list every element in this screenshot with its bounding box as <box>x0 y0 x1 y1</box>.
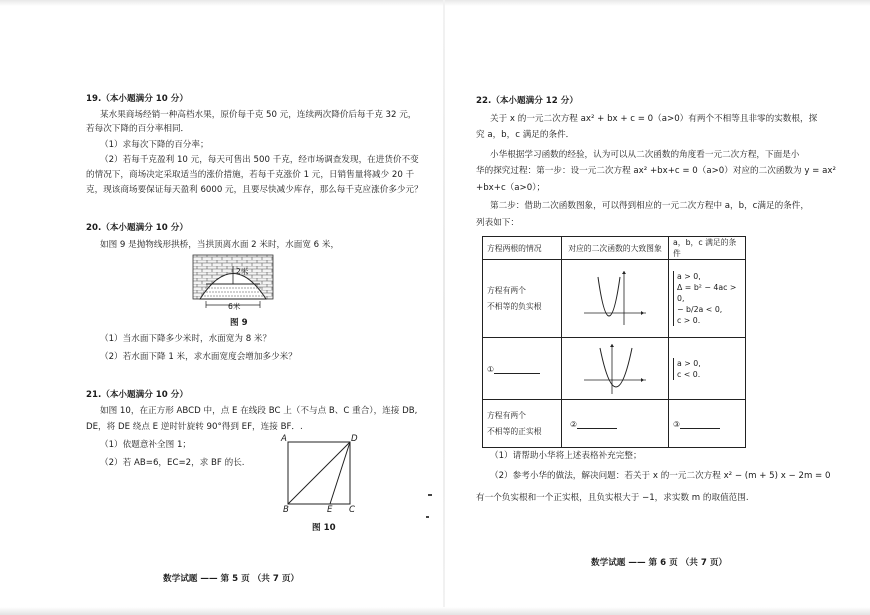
table-header-row <box>483 237 746 260</box>
scan-mark <box>428 494 432 496</box>
q22-part-2-2: 有一个负实根和一个正实根，且负实根大于 −1，求实数 m 的取值范围. <box>476 493 749 503</box>
answer-slot-3: ③ <box>673 419 680 429</box>
row2-condition-brace <box>673 358 741 380</box>
condition-line: c > 0. <box>677 316 701 325</box>
row1-case-line-1: 方程有两个 <box>487 285 526 295</box>
diagonal-db <box>288 442 350 504</box>
header-graph: 对应的二次函数的大致图象 <box>562 237 669 260</box>
vertex-a-label: A <box>281 434 287 444</box>
condition-line: c < 0. <box>677 369 701 379</box>
table-row <box>483 400 746 448</box>
q22-part-1: （1）请帮助小华将上述表格补充完整； <box>490 451 642 461</box>
square-abcd-figure <box>284 440 354 510</box>
table-row <box>483 260 746 338</box>
q22-stem-1: 关于 x 的一元二次方程 ax² + bx + c = 0（a>0）有两个不相等且非零的实数根，探 <box>490 114 818 124</box>
q21-stem-2: DE，将 DE 绕点 E 逆时针旋转 90°得到 EF，连接 BF．. <box>86 422 303 432</box>
row3-case-line-2: 不相等的正实根 <box>487 426 542 436</box>
q22-explore-3: +bx+c（a>0）； <box>476 183 546 193</box>
row2-conditions <box>669 338 746 400</box>
q22-step-2: 第二步：借助二次函数图象，可以得到相应的一元二次方程中 a，b，c满足的条件， <box>490 201 809 211</box>
q20-part-2: （2）若水面下降 1 米，求水面宽度会增加多少米？ <box>100 352 297 362</box>
q19-part-2-3: 克，现该商场要保证每天盈利 6000 元，且要尽快减少库存，那么每千克应涨价多少元？ <box>86 185 423 195</box>
figure-9-caption: 图 9 <box>230 318 248 328</box>
page-5-footer: 数学试题 —— 第 5 页 （共 7 页） <box>163 574 300 584</box>
row3-graph <box>562 400 669 448</box>
q22-explore-1: 小华根据学习函数的经验，认为可以从二次函数的角度看一元二次方程，下面是小 <box>490 150 800 160</box>
row1-graph <box>562 260 669 338</box>
row2-case <box>483 338 562 400</box>
condition-line: a > 0, <box>677 272 701 281</box>
q22-stem-2: 究 a，b，c 满足的条件． <box>476 130 575 140</box>
table-row <box>483 338 746 400</box>
row3-conditions <box>669 400 746 448</box>
q19-part-1: （1）求每次下降的百分率； <box>100 140 209 150</box>
row3-case <box>483 400 562 448</box>
q22-explore-2: 华的探究过程：第一步：设一元二次方程 ax² +bx+c = 0（a>0）对应的二次函数为 y = ax² <box>476 166 836 176</box>
height-label: 2米 <box>236 267 249 276</box>
q22-table-intro: 列表如下： <box>476 218 519 228</box>
answer-blank-1[interactable] <box>494 364 540 374</box>
q22-title: 22.（本小题满分 12 分） <box>476 96 578 106</box>
answer-slot-1: ① <box>487 364 494 374</box>
q21-stem-1: 如图 10，在正方形 ABCD 中，点 E 在线段 BC 上（不与点 B、C 重合），连接 DB, <box>100 406 418 416</box>
q19-title: 19.（本小题满分 10 分） <box>86 94 188 104</box>
scan-mark <box>426 516 429 518</box>
page-6-footer: 数学试题 —— 第 6 页 （共 7 页） <box>591 558 728 568</box>
q19-part-2-2: 的情况下，商场决定采取适当的涨价措施，若每千克涨价 1 元，日销售量将减少 20 千 <box>86 170 415 180</box>
q22-part-2-1: （2）参考小华的做法，解决问题：若关于 x 的一元二次方程 x² − (m + 5) x − 2m = 0 <box>490 471 831 481</box>
q19-stem-2: 若每次下降的百分率相同． <box>86 124 190 134</box>
answer-blank-2[interactable] <box>577 419 617 429</box>
row2-graph <box>562 338 669 400</box>
row1-case <box>483 260 562 338</box>
q20-part-1: （1）当水面下降多少米时，水面宽为 8 米？ <box>100 334 272 344</box>
width-label: 6米 <box>228 302 241 311</box>
q19-part-2-1: （2）若每千克盈利 10 元，每天可售出 500 千克，经市场调查发现，在进货价不变 <box>100 155 419 165</box>
q21-title: 21.（本小题满分 10 分） <box>86 390 188 400</box>
row3-case-line-1: 方程有两个 <box>487 410 526 420</box>
parabola-opposite-roots-icon <box>580 340 650 396</box>
header-conditions: a，b，c 满足的条件 <box>669 237 746 260</box>
q21-part-2: （2）若 AB=6，EC=2，求 BF 的长. <box>100 458 245 468</box>
row1-condition-brace <box>673 271 741 326</box>
point-e-label: E <box>327 505 333 515</box>
answer-slot-2: ② <box>570 419 577 429</box>
figure-10-caption: 图 10 <box>312 523 336 533</box>
q22-conditions-table <box>482 236 746 448</box>
condition-line: a > 0, <box>677 358 701 368</box>
vertex-b-label: B <box>283 505 289 515</box>
header-case: 方程两根的情况 <box>483 237 562 260</box>
q20-stem: 如图 9 是抛物线形拱桥，当拱顶离水面 2 米时，水面宽 6 米， <box>100 240 340 250</box>
scan-edge-bottom <box>0 607 870 615</box>
condition-line: − b/2a < 0, <box>677 305 723 314</box>
q19-stem-1: 某水果商场经销一种高档水果，原价每千克 50 元，连续两次降价后每千克 32 元， <box>100 110 417 120</box>
q21-part-1: （1）依题意补全图 1； <box>100 440 192 450</box>
vertex-d-label: D <box>351 434 358 444</box>
parabola-negative-roots-icon <box>580 267 650 329</box>
row1-conditions <box>669 260 746 338</box>
condition-line: Δ = b² − 4ac > 0, <box>677 283 737 303</box>
row1-case-line-2: 不相等的负实根 <box>487 301 542 311</box>
answer-blank-3[interactable] <box>680 419 720 429</box>
vertex-c-label: C <box>349 505 356 515</box>
q20-title: 20.（本小题满分 10 分） <box>86 223 188 233</box>
